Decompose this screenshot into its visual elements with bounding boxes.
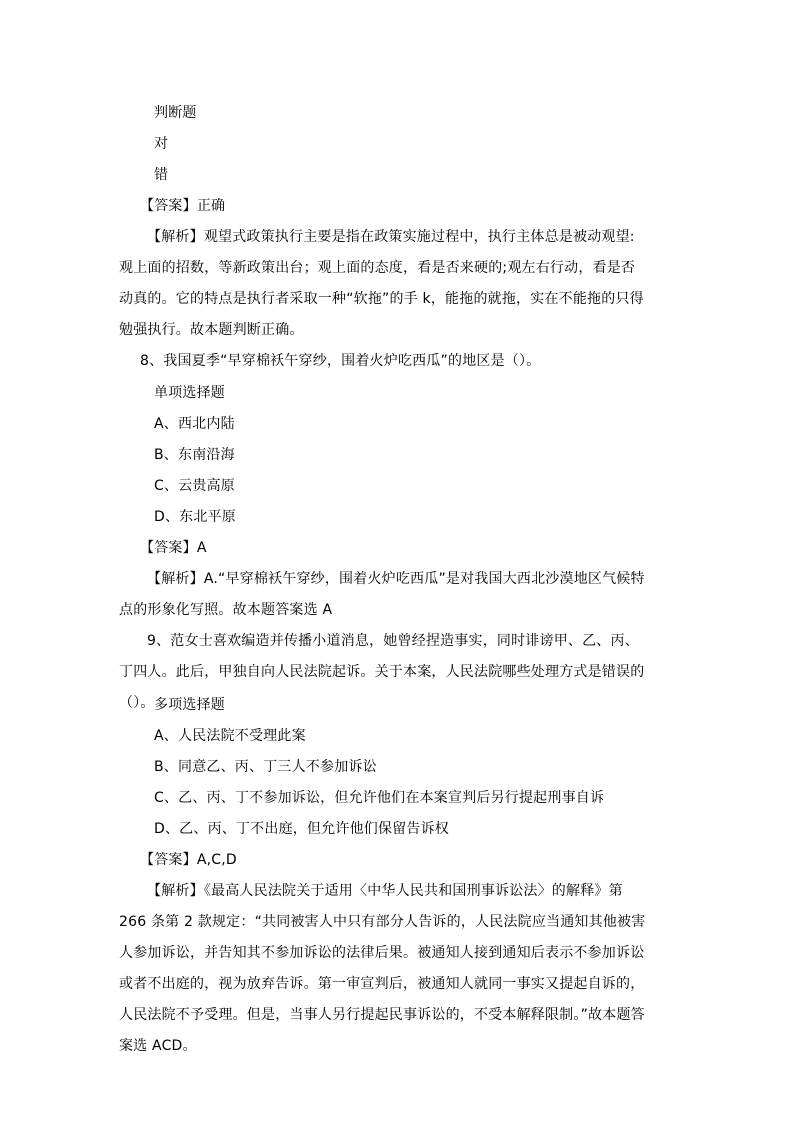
option-d: D、东北平原	[154, 509, 236, 525]
answer-tag: 【答案】	[140, 852, 197, 868]
answer-line	[140, 540, 207, 556]
analysis-paragraph	[119, 222, 646, 346]
answer-value: 正确	[196, 198, 226, 214]
answer-tag: 【答案】	[140, 540, 197, 556]
answer-tag: 【答案】	[140, 198, 197, 214]
option-a: A、西北内陆	[154, 416, 235, 432]
analysis-paragraph	[119, 876, 646, 1062]
option-b: B、东南沿海	[154, 447, 235, 463]
analysis-text: 《最高人民法院关于适用〈中华人民共和国刑事诉讼法〉的解释》第 266 条第 2 款规定：“共同被害人中只有部分人告诉的，人民法院应当通知其他被害人参加诉讼，并告知其不参加诉讼的法律后果。被通知人接到通知后表示不参加诉讼或者不出庭的，视为放弃告诉。第一审宣判后，被通知人就同一事实又提起自诉的，人民法院不予受理。但是，当事人另行提起民事诉讼的，不受本解释限制。”故本题答案选 ACD。	[119, 883, 646, 1054]
analysis-text: 观望式政策执行主要是指在政策实施过程中，执行主体总是被动观望:观上面的招数，等新政策出台；观上面的态度，看是否来硬的;观左右行动，看是否动真的。它的特点是执行者采取一种“软拖”的手 k，能拖的就拖，实在不能拖的只得勉强执行。故本题判断正确。	[119, 229, 644, 338]
question-type-label: 单项选择题	[154, 385, 225, 401]
analysis-paragraph	[119, 564, 646, 626]
option-true: 对	[154, 136, 169, 152]
option-b: B、同意乙、丙、丁三人不参加诉讼	[154, 759, 377, 775]
option-a: A、人民法院不受理此案	[154, 728, 306, 744]
analysis-tag: 【解析】	[147, 883, 204, 899]
question-stem: 9、范女士喜欢编造并传播小道消息，她曾经捏造事实，同时诽谤甲、乙、丙、丁四人。此后，甲独自向人民法院起诉。关于本案，人民法院哪些处理方式是错误的（）。	[119, 633, 645, 711]
analysis-tag: 【解析】	[147, 229, 204, 245]
option-c: C、乙、丙、丁不参加诉讼，但允许他们在本案宣判后另行提起刑事自诉	[154, 790, 605, 806]
question-type-label: 判断题	[154, 105, 197, 121]
option-d: D、乙、丙、丁不出庭，但允许他们保留告诉权	[154, 821, 449, 837]
question-stem: 8、我国夏季“早穿棉袄午穿纱，围着火炉吃西瓜”的地区是（）。	[140, 353, 541, 369]
analysis-text: A.“早穿棉袄午穿纱，围着火炉吃西瓜”是对我国大西北沙漠地区气候特点的形象化写照。故本题答案选 A	[119, 571, 645, 618]
option-false: 错	[154, 167, 169, 183]
analysis-tag: 【解析】	[147, 571, 204, 587]
option-c: C、云贵高原	[154, 478, 235, 494]
question-type-label: 多项选择题	[154, 697, 225, 713]
answer-value: A	[196, 540, 207, 556]
answer-line	[140, 852, 237, 868]
answer-value: A,C,D	[196, 852, 237, 868]
answer-line	[140, 198, 225, 214]
